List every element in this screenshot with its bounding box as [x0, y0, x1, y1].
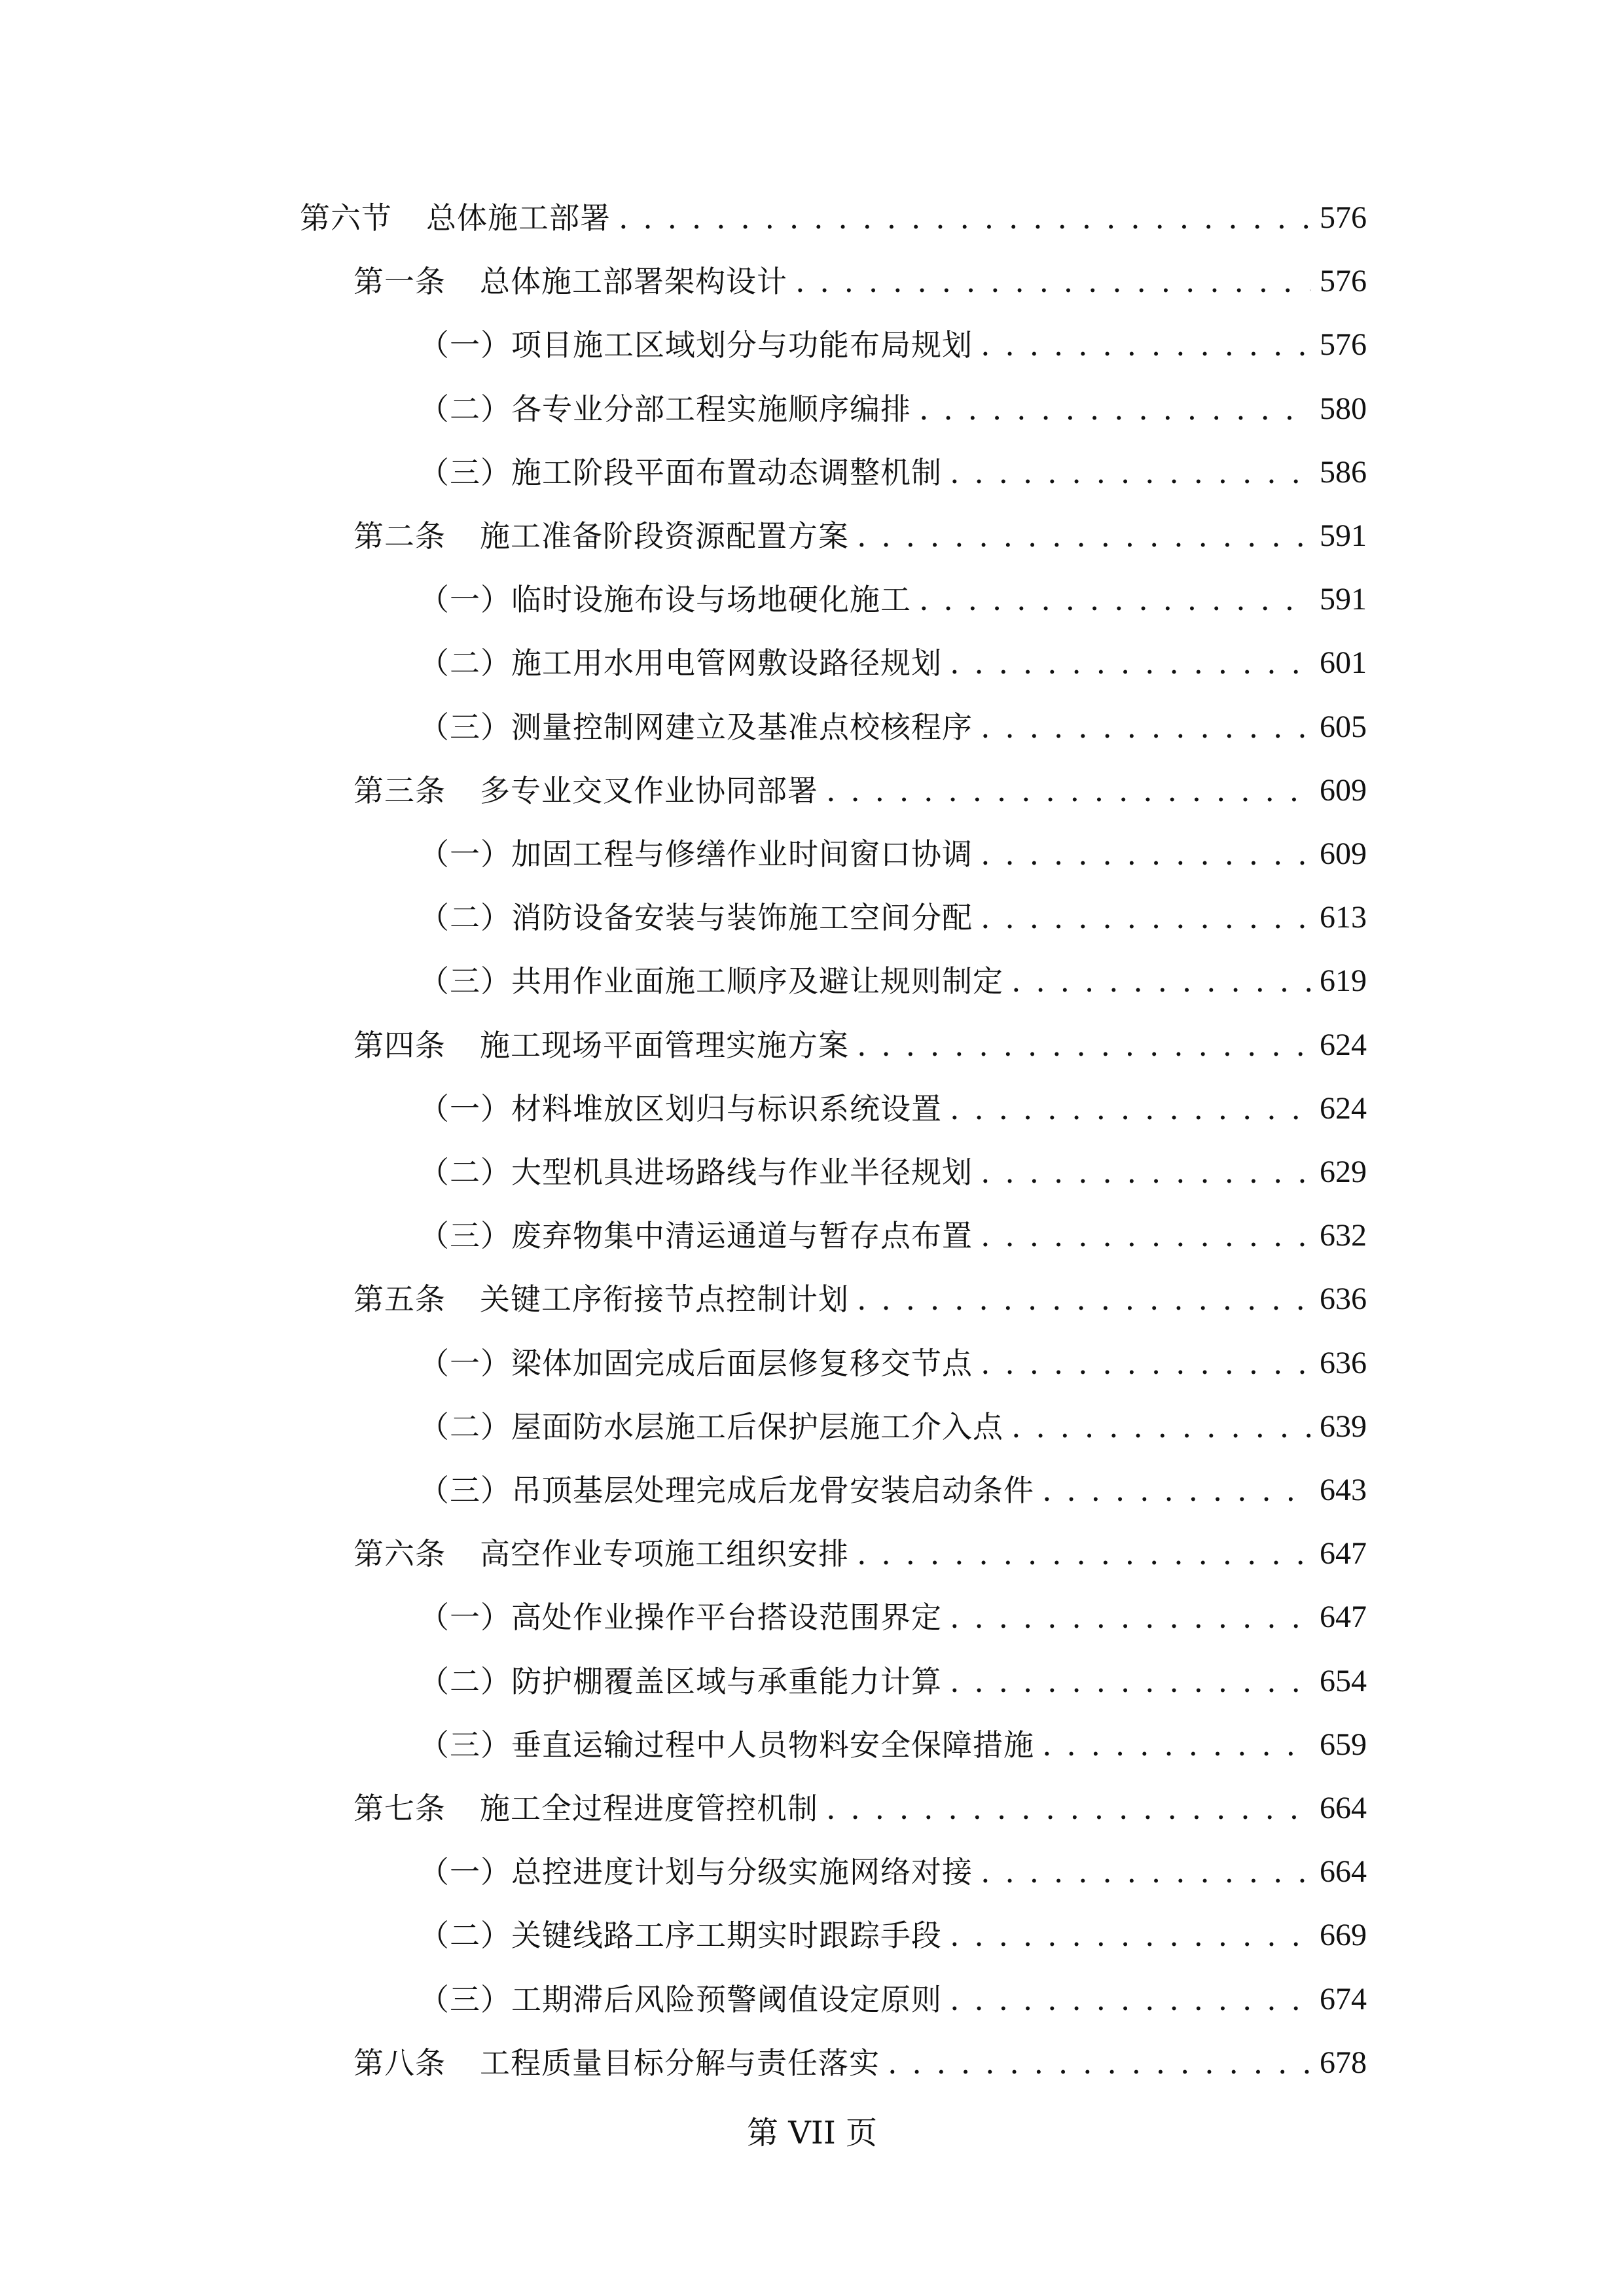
toc-entry-text — [419, 1973, 942, 2026]
toc-entry-text — [419, 1337, 973, 1390]
toc-entry-number: （一） — [419, 1854, 511, 1890]
toc-page-number: 664 — [1320, 1791, 1367, 1825]
toc-leader-dots — [1011, 955, 1310, 1007]
toc-entry-title: 工期滞后风险预警阈值设定原则 — [511, 1982, 942, 2017]
toc-entry[interactable] — [419, 1591, 1367, 1643]
toc-entry-title: 总控进度计划与分级实施网络对接 — [511, 1854, 973, 1890]
toc-entry-title: 施工现场平面管理实施方案 — [480, 1028, 849, 1063]
toc-entry-number: （三） — [419, 1218, 511, 1253]
toc-leader-dots — [1042, 1464, 1310, 1516]
toc-entry-text — [419, 1909, 942, 1962]
toc-leader-dots — [888, 2037, 1310, 2089]
toc-entry[interactable] — [419, 1719, 1367, 1771]
toc-leader-dots — [857, 1528, 1310, 1580]
toc-entry-number: 第七条 — [353, 1791, 446, 1826]
toc-entry[interactable] — [419, 1083, 1367, 1135]
toc-entry-number: 第三条 — [353, 773, 446, 808]
toc-entry-text — [419, 1464, 1034, 1516]
toc-page-number: 576 — [1320, 264, 1367, 298]
toc-entry[interactable] — [419, 637, 1367, 689]
toc-page-number: 613 — [1320, 900, 1367, 935]
toc-leader-dots — [981, 319, 1310, 371]
toc-entry-text — [419, 637, 942, 689]
toc-page-number: 632 — [1320, 1218, 1367, 1253]
toc-entry-number: （二） — [419, 1409, 511, 1444]
toc-page-number: 619 — [1320, 963, 1367, 998]
toc-entry-number: 第五条 — [353, 1282, 446, 1317]
toc-entry-title: 施工用水用电管网敷设路径规划 — [511, 645, 942, 681]
toc-entry-title: 关键工序衔接节点控制计划 — [480, 1282, 849, 1317]
toc-page-number: 639 — [1320, 1409, 1367, 1444]
toc-entry-text — [419, 573, 911, 626]
toc-entry-number: 第四条 — [353, 1028, 446, 1063]
toc-entry-number: （三） — [419, 1473, 511, 1508]
toc-leader-dots — [981, 1146, 1310, 1198]
toc-entry[interactable] — [419, 383, 1367, 435]
toc-entry[interactable] — [419, 955, 1367, 1007]
toc-page-number: 609 — [1320, 836, 1367, 871]
toc-entry-text — [419, 1401, 1003, 1453]
toc-entry-title: 高空作业专项施工组织安排 — [480, 1536, 849, 1571]
toc-entry-title: 梁体加固完成后面层修复移交节点 — [511, 1346, 973, 1381]
toc-entry-text — [353, 510, 849, 562]
toc-entry[interactable] — [419, 1973, 1367, 2026]
toc-entry-number: （二） — [419, 1918, 511, 1953]
toc-entry-title: 屋面防水层施工后保护层施工介入点 — [511, 1409, 1003, 1444]
toc-entry[interactable] — [419, 1846, 1367, 1898]
toc-entry-number: 第八条 — [353, 2045, 446, 2081]
toc-entry-title: 吊顶基层处理完成后龙骨安装启动条件 — [511, 1473, 1034, 1508]
toc-entry-number: （一） — [419, 1346, 511, 1381]
toc-entry[interactable] — [419, 1337, 1367, 1390]
toc-leader-dots — [1042, 1719, 1310, 1771]
toc-entry[interactable] — [353, 1528, 1367, 1580]
toc-entry-text — [419, 446, 942, 499]
toc-entry-number: （一） — [419, 1091, 511, 1126]
page-footer — [0, 2110, 1624, 2156]
toc-page-number: 591 — [1320, 518, 1367, 553]
toc-entry-number: 第二条 — [353, 518, 446, 554]
toc-entry-number: （三） — [419, 1727, 511, 1763]
toc-entry-text — [419, 383, 911, 435]
toc-entry[interactable] — [353, 255, 1367, 308]
toc-page-number: 674 — [1320, 1982, 1367, 2017]
toc-leader-dots — [981, 828, 1310, 880]
toc-entry[interactable] — [353, 1019, 1367, 1071]
page-number-label: 第 VII 页 — [746, 2115, 878, 2151]
toc-entry[interactable] — [419, 1464, 1367, 1516]
toc-entry-title: 大型机具进场路线与作业半径规划 — [511, 1155, 973, 1190]
toc-entry[interactable] — [419, 573, 1367, 626]
toc-entry-text — [419, 1591, 942, 1643]
toc-entry-text — [419, 828, 973, 880]
toc-leader-dots — [950, 446, 1310, 499]
toc-entry-number: （三） — [419, 709, 511, 745]
toc-leader-dots — [857, 1273, 1310, 1325]
toc-entry-title: 防护棚覆盖区域与承重能力计算 — [511, 1664, 942, 1699]
toc-page-number: 609 — [1320, 773, 1367, 808]
toc-leader-dots — [950, 1591, 1310, 1643]
toc-leader-dots — [981, 1337, 1310, 1390]
toc-entry-title: 各专业分部工程实施顺序编排 — [511, 391, 911, 427]
toc-entry-title: 测量控制网建立及基准点校核程序 — [511, 709, 973, 745]
toc-entry-text — [419, 1719, 1034, 1771]
toc-page-number: 643 — [1320, 1473, 1367, 1507]
toc-page-number: 636 — [1320, 1282, 1367, 1316]
toc-page-number: 647 — [1320, 1600, 1367, 1634]
toc-entry-title: 项目施工区域划分与功能布局规划 — [511, 327, 973, 363]
toc-page-number: 629 — [1320, 1155, 1367, 1189]
toc-entry[interactable] — [419, 828, 1367, 880]
toc-entry-title: 高处作业操作平台搭设范围界定 — [511, 1600, 942, 1635]
toc-entry-number: （三） — [419, 963, 511, 999]
toc-entry-text — [353, 1019, 849, 1071]
toc-entry-title: 垂直运输过程中人员物料安全保障措施 — [511, 1727, 1034, 1763]
toc-entry-text — [419, 1083, 942, 1135]
toc-entry-title: 加固工程与修缮作业时间窗口协调 — [511, 836, 973, 872]
toc-entry-number: （二） — [419, 645, 511, 681]
toc-leader-dots — [950, 637, 1310, 689]
toc-entry-text — [419, 1846, 973, 1898]
toc-entry[interactable] — [419, 891, 1367, 944]
toc-entry[interactable] — [419, 1655, 1367, 1708]
toc-page-number: 636 — [1320, 1346, 1367, 1380]
toc-entry[interactable] — [353, 1782, 1367, 1835]
toc-leader-dots — [981, 701, 1310, 753]
toc-leader-dots — [1011, 1401, 1310, 1453]
toc-entry-title: 总体施工部署架构设计 — [480, 264, 787, 299]
toc-leader-dots — [981, 1846, 1310, 1898]
toc-entry-number: （二） — [419, 900, 511, 935]
toc-leader-dots — [826, 1782, 1310, 1835]
toc-entry[interactable] — [419, 1401, 1367, 1453]
toc-entry-title: 临时设施布设与场地硬化施工 — [511, 582, 911, 617]
toc-entry-text — [353, 764, 818, 817]
toc-page-number: 664 — [1320, 1854, 1367, 1889]
toc-leader-dots — [795, 255, 1310, 308]
toc-page-number: 576 — [1320, 327, 1367, 362]
toc-entry-number: （一） — [419, 836, 511, 872]
toc-entry-text — [353, 255, 787, 308]
toc-entry[interactable] — [419, 701, 1367, 753]
toc-leader-dots — [919, 573, 1310, 626]
toc-entry-text — [419, 1146, 973, 1198]
toc-entry-title: 消防设备安装与装饰施工空间分配 — [511, 900, 973, 935]
toc-entry-title: 总体施工部署 — [426, 200, 611, 236]
toc-page-number: 591 — [1320, 582, 1367, 617]
toc-entry-title: 工程质量目标分解与责任落实 — [480, 2045, 880, 2081]
toc-entry-number: 第一条 — [353, 264, 446, 299]
toc-leader-dots — [950, 1655, 1310, 1708]
toc-entry-title: 废弃物集中清运通道与暂存点布置 — [511, 1218, 973, 1253]
toc-entry-text — [300, 192, 611, 244]
toc-entry-title: 施工全过程进度管控机制 — [480, 1791, 818, 1826]
toc-page-number: 678 — [1320, 2045, 1367, 2080]
toc-entry-number: （二） — [419, 1664, 511, 1699]
toc-page-number: 624 — [1320, 1028, 1367, 1062]
toc-entry-text — [419, 1210, 973, 1262]
toc-entry-text — [419, 319, 973, 371]
toc-entry-number: （二） — [419, 391, 511, 427]
toc-entry-number: （三） — [419, 1982, 511, 2017]
toc-entry-text — [419, 701, 973, 753]
toc-leader-dots — [950, 1083, 1310, 1135]
toc-page-number: 647 — [1320, 1536, 1367, 1571]
toc-leader-dots — [981, 1210, 1310, 1262]
toc-entry[interactable] — [353, 510, 1367, 562]
toc-entry[interactable] — [353, 764, 1367, 817]
toc-entry-text — [353, 2037, 880, 2089]
toc-entry[interactable] — [419, 1909, 1367, 1962]
toc-entry[interactable] — [419, 1146, 1367, 1198]
toc-page-number: 605 — [1320, 709, 1367, 744]
toc-entry-text — [353, 1782, 818, 1835]
toc-entry-number: 第六条 — [353, 1536, 446, 1571]
toc-page-number: 576 — [1320, 200, 1367, 235]
toc-leader-dots — [619, 192, 1310, 244]
toc-page-number: 654 — [1320, 1664, 1367, 1698]
toc-leader-dots — [919, 383, 1310, 435]
toc-leader-dots — [826, 764, 1310, 817]
toc-entry-number: （一） — [419, 327, 511, 363]
toc-page-number: 624 — [1320, 1091, 1367, 1126]
toc-entry[interactable] — [300, 192, 1367, 244]
toc-entry-number: （一） — [419, 1600, 511, 1635]
toc-entry[interactable] — [353, 1273, 1367, 1325]
toc-page-number: 580 — [1320, 391, 1367, 426]
toc-entry[interactable] — [419, 319, 1367, 371]
toc-page-number: 659 — [1320, 1727, 1367, 1762]
toc-page-number: 601 — [1320, 645, 1367, 680]
toc-entry[interactable] — [419, 1210, 1367, 1262]
toc-entry-text — [419, 955, 1003, 1007]
toc-entry-text — [353, 1273, 849, 1325]
toc-entry-title: 共用作业面施工顺序及避让规则制定 — [511, 963, 1003, 999]
toc-page-number: 586 — [1320, 455, 1367, 490]
toc-entry-text — [419, 1655, 942, 1708]
toc-entry-title: 材料堆放区划归与标识系统设置 — [511, 1091, 942, 1126]
toc-entry-number: （二） — [419, 1155, 511, 1190]
toc-leader-dots — [981, 891, 1310, 944]
toc-entry-title: 施工阶段平面布置动态调整机制 — [511, 455, 942, 490]
toc-entry-number: （一） — [419, 582, 511, 617]
toc-entry[interactable] — [419, 446, 1367, 499]
toc-leader-dots — [857, 510, 1310, 562]
toc-leader-dots — [950, 1973, 1310, 2026]
toc-entry-text — [419, 891, 973, 944]
toc-entry-number: 第六节 — [300, 200, 392, 236]
toc-entry-title: 关键线路工序工期实时跟踪手段 — [511, 1918, 942, 1953]
toc-page-number: 669 — [1320, 1918, 1367, 1952]
toc-entry-number: （三） — [419, 455, 511, 490]
toc-entry-title: 多专业交叉作业协同部署 — [480, 773, 818, 808]
toc-entry-title: 施工准备阶段资源配置方案 — [480, 518, 849, 554]
toc-entry[interactable] — [353, 2037, 1367, 2089]
toc-leader-dots — [857, 1019, 1310, 1071]
toc-entry-text — [353, 1528, 849, 1580]
toc-leader-dots — [950, 1909, 1310, 1962]
